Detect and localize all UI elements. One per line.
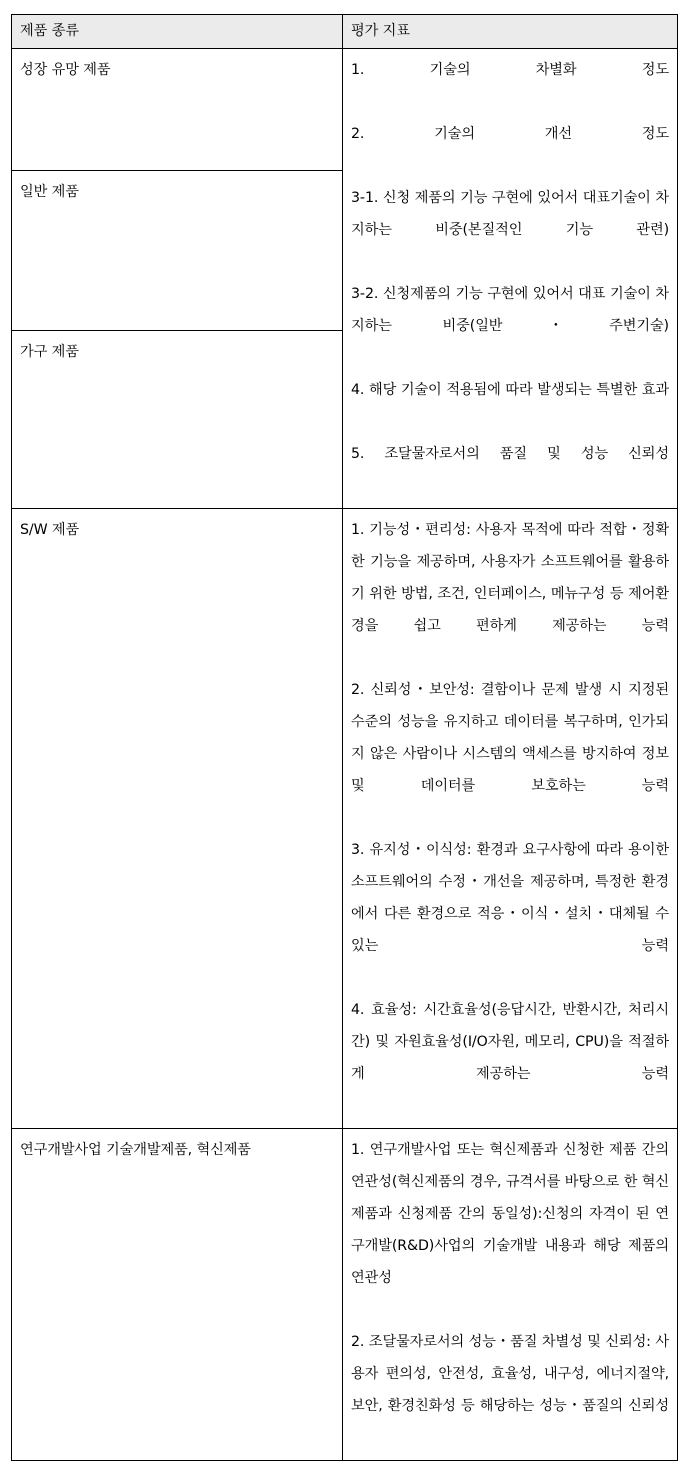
product-evaluation-criteria-table <box>11 14 678 1461</box>
index-item: 2. 기술의 개선 정도 <box>351 126 669 142</box>
column-header-product-kind: 제품 종류 <box>12 15 343 49</box>
product-kind-general: 일반 제품 <box>12 171 343 331</box>
index-item: 3. 유지성・이식성: 환경과 요구사항에 따라 용이한 소프트웨어의 수정・개선을 제공하며, 특정한 환경에서 다른 환경으로 적응・이식・설치・대체될 수 있는 능력 <box>351 842 669 954</box>
table-body <box>12 49 678 1461</box>
evaluation-index-general-products <box>343 49 678 509</box>
table-row <box>12 509 678 1129</box>
product-kind-furniture: 가구 제품 <box>12 330 343 508</box>
index-item: 3-2. 신청제품의 기능 구현에 있어서 대표 기술이 차지하는 비중(일반・주변기술) <box>351 286 669 334</box>
table-header-row <box>12 15 678 49</box>
index-item: 1. 기술의 차별화 정도 <box>351 62 669 78</box>
product-kind-rnd: 연구개발사업 기술개발제품, 혁신제품 <box>12 1129 343 1461</box>
table-row <box>12 49 678 171</box>
index-item: 2. 조달물자로서의 성능・품질 차별성 및 신뢰성: 사용자 편의성, 안전성, 효율성, 내구성, 에너지절약, 보안, 환경친화성 등 해당하는 성능・품질의 신뢰성 <box>351 1334 669 1414</box>
table-header <box>12 15 678 49</box>
index-item: 3-1. 신청 제품의 기능 구현에 있어서 대표기술이 차지하는 비중(본질적인 기능 관련) <box>351 190 669 238</box>
product-kind-software: S/W 제품 <box>12 509 343 1129</box>
product-kind-growth: 성장 유망 제품 <box>12 49 343 171</box>
index-item: 1. 기능성・편리성: 사용자 목적에 따라 적합・정확한 기능을 제공하며, 사용자가 소프트웨어를 활용하기 위한 방법, 조건, 인터페이스, 메뉴구성 등 제어환경을 쉽고 편하게 제공하는 능력 <box>351 522 669 634</box>
evaluation-index-rnd <box>343 1129 678 1461</box>
index-item: 5. 조달물자로서의 품질 및 성능 신뢰성 <box>351 446 669 462</box>
index-item: 4. 해당 기술이 적용됨에 따라 발생되는 특별한 효과 <box>351 382 669 398</box>
index-item: 4. 효율성: 시간효율성(응답시간, 반환시간, 처리시간) 및 자원효율성(I/O자원, 메모리, CPU)을 적절하게 제공하는 능력 <box>351 1002 669 1082</box>
evaluation-index-software <box>343 509 678 1129</box>
index-item: 2. 신뢰성・보안성: 결함이나 문제 발생 시 지정된 수준의 성능을 유지하고 데이터를 복구하며, 인가되지 않은 사람이나 시스템의 액세스를 방지하여 정보 및 데이터를 보호하는 능력 <box>351 682 669 794</box>
table-row <box>12 1129 678 1461</box>
column-header-evaluation-index: 평가 지표 <box>343 15 678 49</box>
index-item: 1. 연구개발사업 또는 혁신제품과 신청한 제품 간의 연관성(혁신제품의 경우, 규격서를 바탕으로 한 혁신제품과 신청제품 간의 동일성):신청의 자격이 된 연구개발(R&D)사업의 기술개발 내용과 해당 제품의 연관성 <box>351 1142 669 1286</box>
